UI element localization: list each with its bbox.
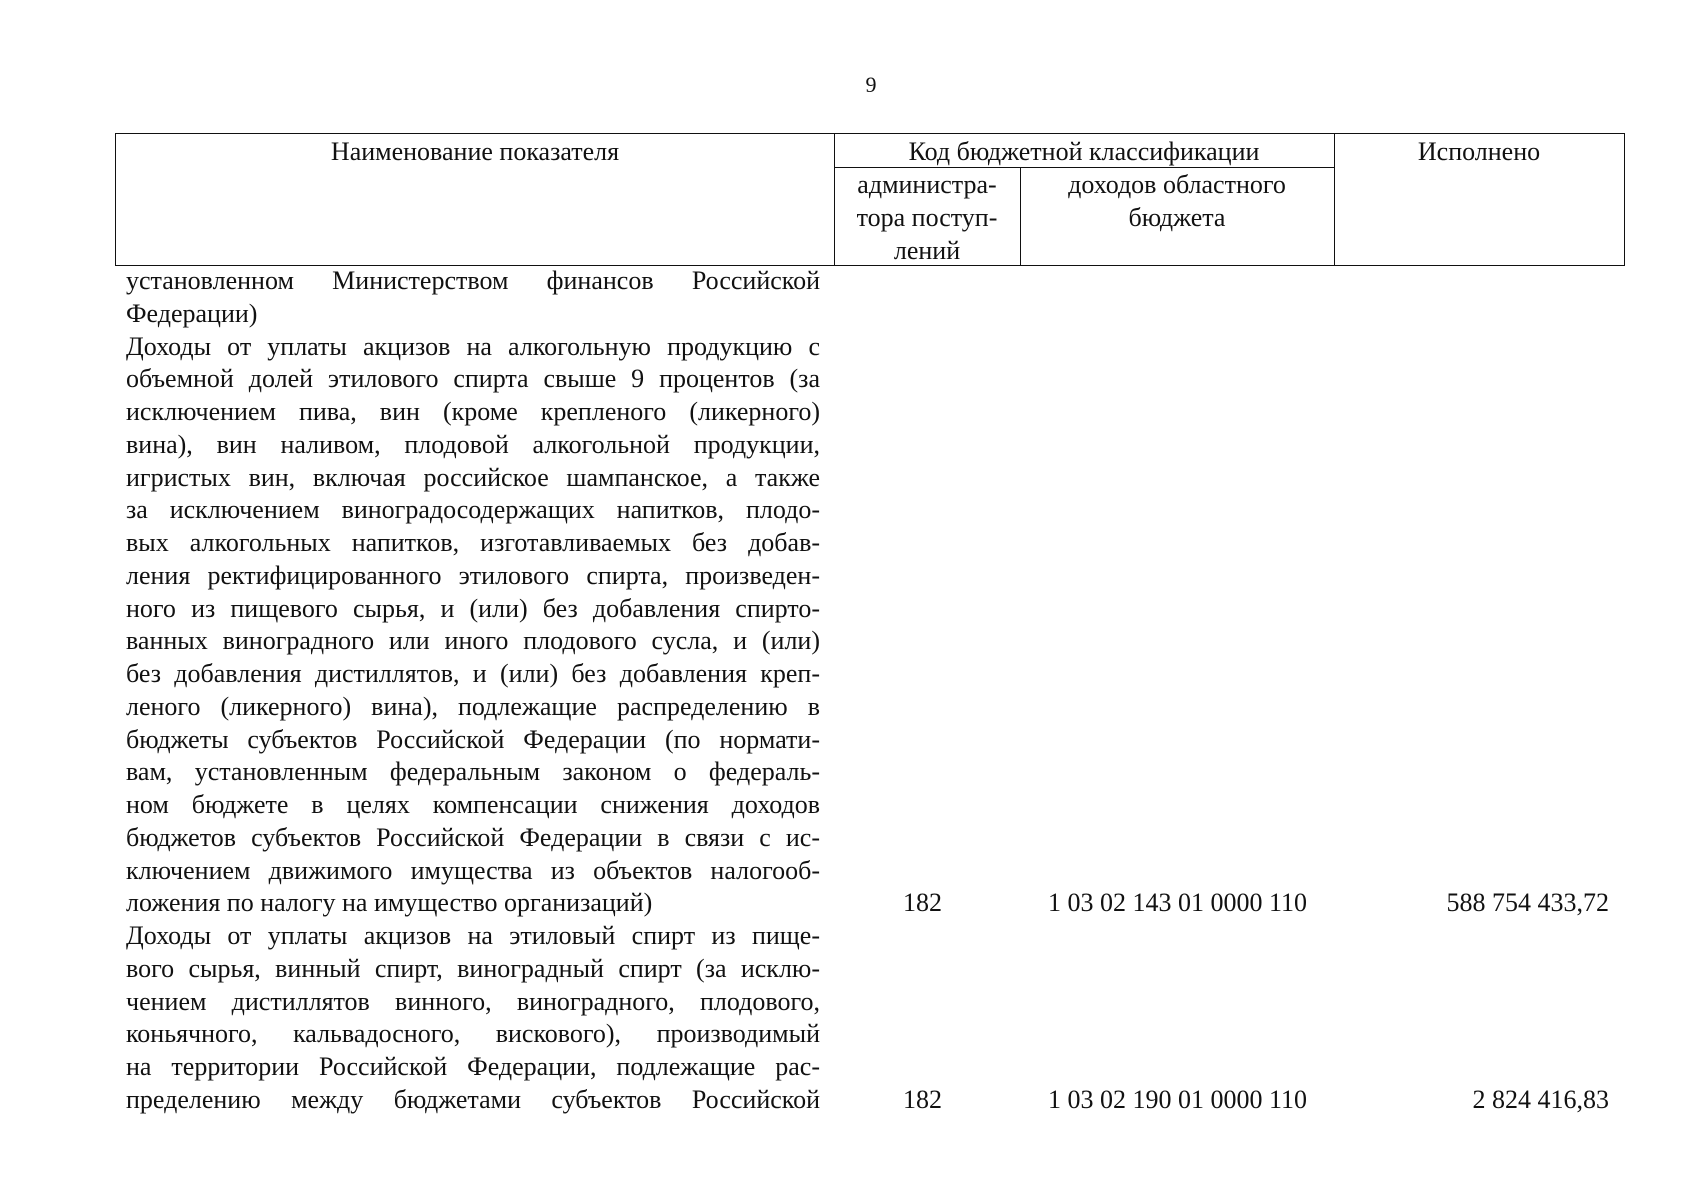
indicator-name-line: бюджеты субъектов Российской Федерации (по нормати- xyxy=(126,724,820,754)
indicator-name-line: пределению между бюджетами субъектов Российской xyxy=(126,1084,820,1114)
indicator-name xyxy=(126,331,820,921)
header-admin-line: тора поступ- xyxy=(856,203,998,232)
indicator-name-line: игристых вин, включая российское шампанское, а также xyxy=(126,462,820,492)
indicator-name xyxy=(126,920,820,1117)
header-code-group: Код бюджетной классификации xyxy=(908,137,1260,166)
indicator-name-line: вам, установленным федеральным законом о федераль- xyxy=(126,757,820,787)
indicator-name-line: Доходы от уплаты акцизов на этиловый спирт из пище- xyxy=(126,921,820,950)
indicator-name-line: установленном Министерством финансов Российской xyxy=(126,266,820,295)
header-executed-column: Исполнено xyxy=(1417,137,1541,166)
header-admin-line: администра- xyxy=(857,170,997,199)
indicator-name-line: за исключением виноградосодержащих напитков, плодо- xyxy=(126,495,820,525)
executed-amount: 2 824 416,83 xyxy=(1472,1084,1609,1114)
header-income-line: доходов областного xyxy=(1068,170,1286,199)
indicator-name-line: вых алкогольных напитков, изготавливаемых без добав- xyxy=(126,528,820,557)
indicator-name-line: ключением движимого имущества из объектов налогооб- xyxy=(126,855,820,885)
indicator-name-line: Доходы от уплаты акцизов на алкогольную продукцию с xyxy=(126,331,820,361)
indicator-name-line: коньячного, кальвадосного, вискового), производимый xyxy=(126,1019,820,1049)
header-income-line: бюджета xyxy=(1128,203,1226,232)
indicator-name-line: вого сырья, винный спирт, виноградный спирт (за исклю- xyxy=(126,953,820,983)
indicator-name xyxy=(126,265,820,331)
header-name-column: Наименование показателя xyxy=(330,137,620,166)
budget-income-code: 1 03 02 143 01 0000 110 xyxy=(1047,888,1308,918)
header-admin-column xyxy=(834,168,1020,267)
indicator-name-line: ления ректифицированного этилового спирта, произведен- xyxy=(126,560,820,590)
table-row xyxy=(0,331,1697,921)
indicator-name-line: ванных виноградного или иного плодового сусла, и (или) xyxy=(126,626,820,656)
indicator-name-line: ном бюджете в целях компенсации снижения доходов xyxy=(126,790,820,819)
indicator-name-line: вина), вин наливом, плодовой алкогольной продукции, xyxy=(126,429,820,459)
indicator-name-line: на территории Российской Федерации, подлежащие рас- xyxy=(126,1052,820,1081)
table-header xyxy=(115,133,1625,266)
header-income-column xyxy=(1020,168,1334,234)
indicator-name-line: ного из пищевого сырья, и (или) без добавления спирто- xyxy=(126,593,820,623)
administrator-code: 182 xyxy=(903,1084,942,1114)
indicator-name-line: леного (ликерного) вина), подлежащие распределению в xyxy=(126,691,820,721)
indicator-name-line: Федерации) xyxy=(126,298,258,328)
indicator-name-line: объемной долей этилового спирта свыше 9 процентов (за xyxy=(126,364,820,394)
table-row xyxy=(0,920,1697,1117)
indicator-name-line: чением дистиллятов винного, виноградного, плодового, xyxy=(126,986,820,1016)
indicator-name-line: исключением пива, вин (кроме крепленого (ликерного) xyxy=(126,397,820,426)
executed-amount: 588 754 433,72 xyxy=(1446,888,1609,918)
administrator-code: 182 xyxy=(903,888,942,918)
table-body xyxy=(0,265,1697,1117)
header-admin-line: лений xyxy=(893,236,961,265)
table-row xyxy=(0,265,1697,331)
page-number: 9 xyxy=(865,72,877,97)
indicator-name-line: без добавления дистиллятов, и (или) без добавления креп- xyxy=(126,659,820,688)
indicator-name-line: бюджетов субъектов Российской Федерации в связи с ис- xyxy=(126,822,820,852)
budget-income-code: 1 03 02 190 01 0000 110 xyxy=(1047,1084,1308,1114)
indicator-name-line: ложения по налогу на имущество организаций) xyxy=(126,888,653,918)
